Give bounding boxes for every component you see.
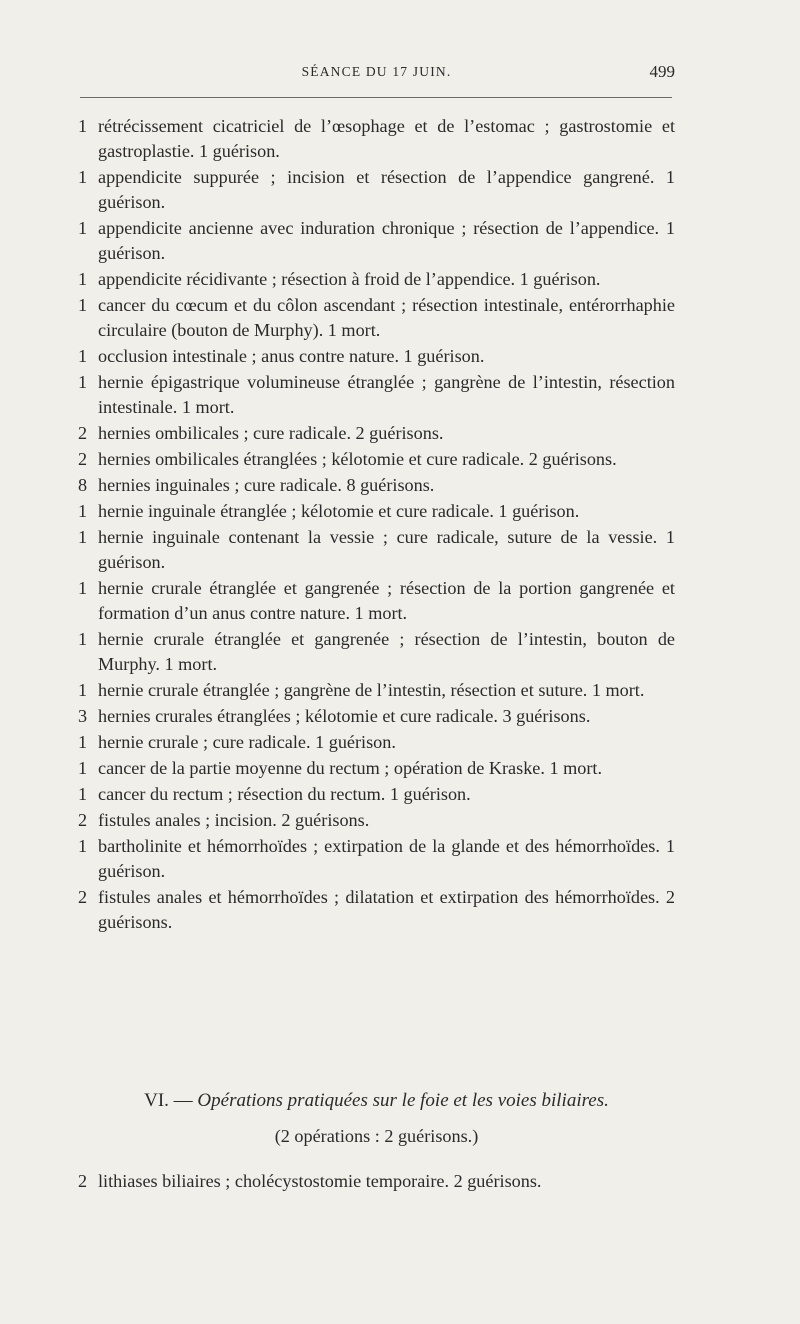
section-subtitle: (2 opérations : 2 guérisons.) [274,1126,479,1146]
list-item [78,730,675,755]
list-item [78,447,675,472]
entry-text: hernies inguinales ; cure radicale. 8 guérisons. [98,475,435,495]
entry-text: hernie inguinale contenant la vessie ; cure radicale, suture de la vessie. 1 guérison. [98,527,675,572]
list-item [78,421,675,446]
entry-list [78,114,675,936]
entry-count: 2 [78,1171,88,1191]
entry-count: 1 [78,680,88,700]
list-item [78,678,675,703]
section-title [78,1090,675,1112]
list-item [78,782,675,807]
running-title: SÉANCE DU 17 JUIN. [301,64,452,79]
list-item [78,165,675,215]
entry-text: appendicite récidivante ; résection à froid de l’appendice. 1 guérison. [98,269,601,289]
list-item [78,885,675,935]
section-title-text: Opérations pratiquées sur le foie et les voies biliaires. [197,1090,609,1111]
list-item [78,808,675,833]
list-item [78,704,675,729]
entry-text: hernie crurale étranglée et gangrenée ; résection de l’intestin, bouton de Murphy. 1 mort. [98,629,675,674]
list-item [78,216,675,266]
list-item [78,267,675,292]
entry-text: appendicite suppurée ; incision et résection de l’appendice gangrené. 1 guérison. [98,167,675,212]
entry-text: hernies crurales étranglées ; kélotomie et cure radicale. 3 guérisons. [98,706,591,726]
entry-text: hernie inguinale étranglée ; kélotomie et cure radicale. 1 guérison. [98,501,580,521]
section-number: VI. — [144,1090,198,1111]
entry-text: occlusion intestinale ; anus contre nature. 1 guérison. [98,346,485,366]
entry-text: cancer du cœcum et du côlon ascendant ; résection intestinale, entérorrhaphie circulaire (bouton de Murphy). 1 mort. [98,295,675,340]
entry-count: 1 [78,527,88,547]
entry-text: bartholinite et hémorrhoïdes ; extirpation de la glande et des hémorrhoïdes. 1 guérison. [98,836,675,881]
list-item [78,756,675,781]
list-item [78,627,675,677]
entry-count: 2 [78,423,88,443]
entry-count: 3 [78,706,88,726]
entry-count: 1 [78,784,88,804]
entry-text: appendicite ancienne avec induration chronique ; résection de l’appendice. 1 guérison. [98,218,675,263]
entry-count: 1 [78,501,88,521]
section-entry-list [78,1169,675,1195]
entry-count: 1 [78,629,88,649]
entry-text: cancer de la partie moyenne du rectum ; opération de Kraske. 1 mort. [98,758,602,778]
list-item [78,499,675,524]
entry-text: fistules anales ; incision. 2 guérisons. [98,810,370,830]
entry-text: hernie épigastrique volumineuse étranglée ; gangrène de l’intestin, résection intestinale. 1 mort. [98,372,675,417]
list-item [78,114,675,164]
entry-count: 2 [78,887,88,907]
entry-count: 1 [78,578,88,598]
list-item [78,576,675,626]
entry-count: 1 [78,758,88,778]
entry-count: 2 [78,449,88,469]
entry-text: cancer du rectum ; résection du rectum. 1 guérison. [98,784,471,804]
entry-text: hernie crurale ; cure radicale. 1 guérison. [98,732,396,752]
header-rule [80,97,672,98]
entry-count: 1 [78,218,88,238]
entry-count: 1 [78,116,88,136]
entry-text: lithiases biliaires ; cholécystostomie temporaire. 2 guérisons. [98,1171,542,1191]
entry-text: hernies ombilicales étranglées ; kélotomie et cure radicale. 2 guérisons. [98,449,617,469]
entry-count: 1 [78,167,88,187]
list-item [78,525,675,575]
entry-count: 1 [78,269,88,289]
list-item [78,1169,675,1194]
list-item [78,344,675,369]
entry-count: 1 [78,346,88,366]
list-item [78,293,675,343]
entry-count: 1 [78,372,88,392]
entry-text: hernie crurale étranglée et gangrenée ; résection de la portion gangrenée et formation d’un anus contre nature. 1 mort. [98,578,675,623]
entry-count: 1 [78,836,88,856]
entry-count: 1 [78,732,88,752]
entry-text: hernie crurale étranglée ; gangrène de l’intestin, résection et suture. 1 mort. [98,680,645,700]
entry-text: fistules anales et hémorrhoïdes ; dilatation et extirpation des hémorrhoïdes. 2 guérisons. [98,887,675,932]
list-item [78,370,675,420]
entry-count: 1 [78,295,88,315]
page-header [78,64,675,86]
list-item [78,473,675,498]
page-number: 499 [649,62,675,81]
entry-text: hernies ombilicales ; cure radicale. 2 guérisons. [98,423,444,443]
entry-text: rétrécissement cicatriciel de l’œsophage et de l’estomac ; gastrostomie et gastroplastie. 1 guérison. [98,116,675,161]
list-item [78,834,675,884]
entry-count: 8 [78,475,88,495]
entry-count: 2 [78,810,88,830]
